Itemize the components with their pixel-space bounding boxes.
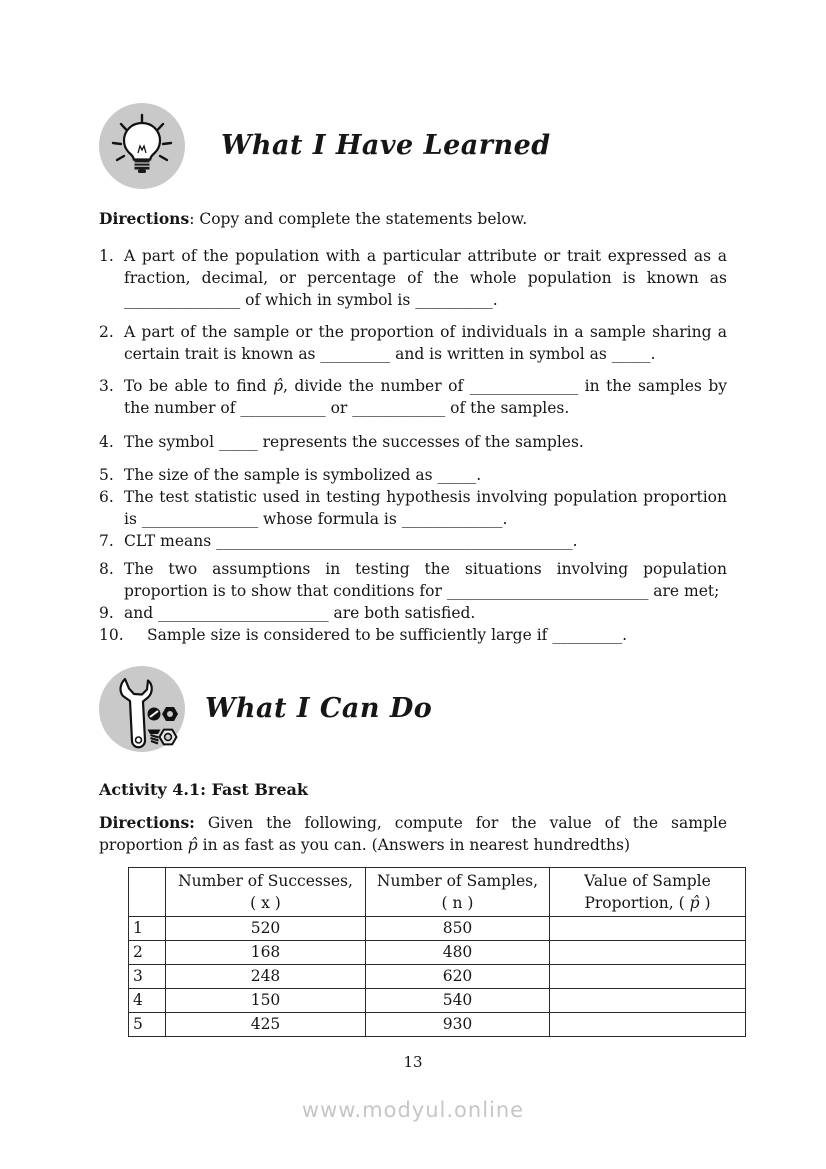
samples-cell: 850: [366, 917, 550, 941]
header-line1: Number of Samples,: [376, 872, 539, 890]
item-number: 9.: [99, 604, 114, 622]
header-line2: ( x ): [250, 894, 281, 912]
proportion-answer-cell: [550, 941, 746, 965]
item-number: 6.: [99, 488, 114, 506]
statement-item-9: [99, 602, 727, 624]
section-title-what-i-have-learned: What I Have Learned: [221, 130, 551, 161]
proportion-answer-cell: [550, 1013, 746, 1037]
directions-text: : Copy and complete the statements below.: [189, 210, 528, 228]
item-number: 2.: [99, 323, 114, 341]
wrench-tools-icon: [99, 666, 185, 752]
statement-item-3: [99, 375, 727, 419]
samples-cell: 620: [366, 965, 550, 989]
lightbulb-icon: [99, 103, 185, 189]
cando-header: [99, 666, 727, 752]
header-line1: Number of Successes,: [178, 872, 353, 890]
row-number-cell: 2: [129, 941, 166, 965]
table-row: [129, 965, 746, 989]
statement-item-5: [99, 464, 727, 486]
directions-label: Directions: [99, 209, 190, 228]
statement-item-4: [99, 431, 727, 453]
statement-item-6: [99, 486, 727, 530]
samples-cell: 480: [366, 941, 550, 965]
header-line2: [554, 892, 741, 914]
samples-cell: 930: [366, 1013, 550, 1037]
successes-cell: 425: [166, 1013, 366, 1037]
proportion-table: [128, 867, 746, 1037]
directions-label: Directions:: [99, 813, 195, 832]
header-line2-pre: Proportion, (: [584, 894, 690, 912]
item-text: The symbol _____ represents the successes of the samples.: [124, 433, 584, 451]
table-row: [129, 941, 746, 965]
item-number: 7.: [99, 532, 114, 550]
statement-item-2: [99, 321, 727, 365]
table-row: [129, 917, 746, 941]
p-hat-symbol: p̂: [187, 836, 198, 854]
statement-item-8: [99, 558, 727, 602]
directions-text-post: in as fast as you can. (Answers in nearest hundredths): [197, 836, 631, 854]
p-hat-symbol: p̂: [689, 894, 700, 912]
item-text: The two assumptions in testing the situations involving population proportion is to show that conditions for __________________________ are met;: [124, 560, 727, 600]
directions-text-pre: Given the following, compute for the value of the sample proportion: [99, 814, 727, 854]
statement-item-7: [99, 530, 727, 552]
header-line2-post: ): [699, 894, 711, 912]
row-number-cell: 4: [129, 989, 166, 1013]
proportion-column-header: [550, 868, 746, 917]
successes-cell: 168: [166, 941, 366, 965]
statement-list: [99, 245, 727, 646]
successes-column-header: [166, 868, 366, 917]
row-number-cell: 5: [129, 1013, 166, 1037]
p-hat-symbol: p̂: [273, 377, 284, 395]
table-row: [129, 1013, 746, 1037]
item-text: CLT means ______________________________________________.: [124, 532, 578, 550]
learned-directions: [99, 208, 727, 230]
statement-item-1: [99, 245, 727, 311]
proportion-answer-cell: [550, 965, 746, 989]
item-text: A part of the sample or the proportion of individuals in a sample sharing a certain trait is known as _________ and is written in symbol as _____.: [124, 323, 727, 363]
header-line1: Value of Sample: [584, 872, 711, 890]
item-text-post: , divide the number of ______________ in the samples by the number of ___________ or ____________ of the samples.: [124, 377, 727, 417]
item-number: 3.: [99, 377, 114, 395]
samples-cell: 540: [366, 989, 550, 1013]
item-text: [124, 375, 727, 419]
successes-cell: 520: [166, 917, 366, 941]
item-text: A part of the population with a particular attribute or trait expressed as a fraction, decimal, or percentage of the whole population is known as _______________ of which in symbol is __________.: [124, 247, 727, 309]
item-text: and ______________________ are both satisfied.: [124, 604, 476, 622]
item-number: 1.: [99, 247, 114, 265]
samples-column-header: [366, 868, 550, 917]
item-text: Sample size is considered to be sufficiently large if _________.: [147, 626, 627, 644]
activity-title: Activity 4.1: Fast Break: [99, 780, 308, 799]
header-line2: ( n ): [441, 894, 474, 912]
table-header-row: [129, 868, 746, 917]
corner-header-cell: [129, 868, 166, 917]
statement-item-10: [99, 624, 727, 646]
item-text: The test statistic used in testing hypothesis involving population proportion is _______________ whose formula is _____________.: [124, 488, 727, 528]
page-number: 13: [403, 1053, 423, 1071]
table-row: [129, 989, 746, 1013]
proportion-answer-cell: [550, 989, 746, 1013]
row-number-cell: 3: [129, 965, 166, 989]
proportion-answer-cell: [550, 917, 746, 941]
item-text: The size of the sample is symbolized as _____.: [124, 466, 482, 484]
watermark-text: www.modyul.online: [301, 1098, 525, 1122]
successes-cell: 150: [166, 989, 366, 1013]
learned-header: [99, 103, 727, 189]
activity-directions: [99, 812, 727, 856]
section-title-what-i-can-do: What I Can Do: [205, 693, 433, 724]
row-number-cell: 1: [129, 917, 166, 941]
successes-cell: 248: [166, 965, 366, 989]
item-text-pre: To be able to find: [124, 377, 274, 395]
item-number: 4.: [99, 433, 114, 451]
item-number: 8.: [99, 560, 114, 578]
item-number: 10.: [99, 626, 124, 644]
item-number: 5.: [99, 466, 114, 484]
